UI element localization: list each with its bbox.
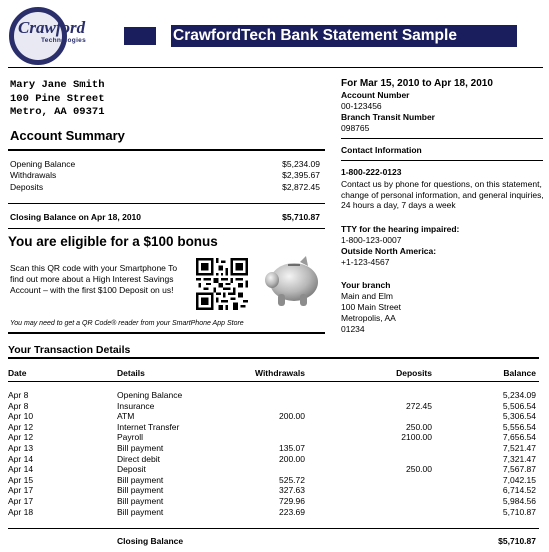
cell-details: Deposit — [117, 464, 146, 475]
contact-divider — [341, 138, 543, 139]
cell-details: Opening Balance — [117, 390, 183, 400]
cell-deposits: 272.45 — [406, 400, 432, 411]
piggy-bank-icon — [262, 254, 324, 310]
cell-date: Apr 8 — [8, 400, 29, 411]
outside-phone: +1-123-4567 — [341, 257, 390, 267]
closing-value: $5,710.87 — [282, 212, 320, 222]
table-row — [0, 390, 549, 401]
header-balance: Balance — [503, 368, 536, 378]
closing-label: Closing Balance — [117, 536, 184, 546]
table-row — [0, 443, 549, 454]
branch-label: Your branch — [341, 280, 391, 290]
table-row — [0, 507, 549, 518]
cell-date: Apr 8 — [8, 390, 29, 400]
cell-details: Bill payment — [117, 496, 164, 506]
table-row — [0, 454, 549, 465]
cell-withdrawals: 200.00 — [279, 453, 305, 464]
summary-row — [10, 170, 320, 181]
closing-label: Closing Balance on Apr 18, 2010 — [10, 212, 142, 222]
customer-city: Metro, AA 09371 — [10, 106, 105, 118]
cell-withdrawals: 223.69 — [279, 506, 305, 517]
table-row — [0, 464, 549, 475]
summary-divider — [8, 203, 325, 204]
cell-balance: 7,567.87 — [502, 464, 536, 475]
table-row — [0, 411, 549, 422]
account-summary-title: Account Summary — [10, 128, 125, 143]
summary-divider — [8, 228, 325, 229]
cell-date: Apr 14 — [8, 453, 34, 464]
qr-reader-note: You may need to get a QR Code® reader from your SmartPhone App Store — [10, 320, 244, 327]
summary-row — [10, 159, 320, 170]
cell-withdrawals: 327.63 — [279, 485, 305, 496]
summary-divider — [8, 149, 325, 151]
summary-row — [10, 182, 320, 193]
header-deposits: Deposits — [396, 368, 432, 378]
cell-date: Apr 17 — [8, 485, 34, 496]
logo-wordmark: Crawford — [18, 18, 86, 37]
summary-label: Deposits — [10, 182, 44, 192]
qr-code-icon — [196, 258, 248, 310]
branch-line: Main and Elm — [341, 291, 393, 301]
cell-balance: 5,306.54 — [502, 411, 536, 422]
table-row — [0, 401, 549, 412]
table-row — [0, 485, 549, 496]
header-details: Details — [117, 368, 145, 378]
cell-details: Bill payment — [117, 506, 164, 517]
title-accent-block — [124, 27, 156, 45]
cell-date: Apr 13 — [8, 443, 34, 453]
cell-date: Apr 14 — [8, 464, 34, 475]
contact-title: Contact Information — [341, 145, 422, 155]
table-row — [0, 432, 549, 443]
account-number: 00-123456 — [341, 101, 382, 111]
cell-withdrawals: 200.00 — [279, 411, 305, 422]
branch-line: Metropolis, AA — [341, 313, 396, 323]
summary-label: Withdrawals — [10, 170, 57, 180]
cell-details: Direct debit — [117, 453, 160, 464]
cell-balance: 7,521.47 — [502, 443, 536, 453]
header-divider — [8, 67, 543, 68]
cell-balance: 5,710.87 — [502, 506, 536, 517]
cell-deposits: 250.00 — [406, 464, 432, 475]
table-row — [0, 496, 549, 507]
transactions-title: Your Transaction Details — [8, 344, 131, 356]
branch-line: 100 Main Street — [341, 302, 402, 312]
bonus-text: Scan this QR code with your Smartphone To find out more about a High Interest Savings Account – with the first $100 Deposit on us! — [10, 263, 178, 295]
outside-label: Outside North America: — [341, 246, 437, 256]
cell-details: Bill payment — [117, 485, 164, 496]
tty-phone: 1-800-123-0007 — [341, 235, 402, 245]
cell-date: Apr 12 — [8, 432, 34, 443]
table-row — [0, 422, 549, 433]
bonus-title: You are eligible for a $100 bonus — [8, 234, 218, 249]
statement-period: For Mar 15, 2010 to Apr 18, 2010 — [341, 78, 493, 89]
cell-details: Insurance — [117, 400, 155, 411]
closing-value: $5,710.87 — [498, 536, 536, 546]
summary-value: $2,872.45 — [282, 182, 320, 192]
cell-balance: 5,506.54 — [502, 400, 536, 411]
account-number-label: Account Number — [341, 90, 410, 100]
table-row — [0, 475, 549, 486]
cell-balance: 5,556.54 — [502, 421, 536, 432]
cell-details: Payroll — [117, 432, 143, 443]
cell-balance: 5,984.56 — [502, 496, 536, 506]
section-divider — [8, 332, 325, 334]
branch-line: 01234 — [341, 324, 365, 334]
cell-withdrawals: 525.72 — [279, 474, 305, 485]
transit-number-label: Branch Transit Number — [341, 112, 435, 122]
cell-balance: 7,656.54 — [502, 432, 536, 443]
cell-date: Apr 18 — [8, 506, 34, 517]
cell-balance: 7,321.47 — [502, 453, 536, 464]
cell-date: Apr 17 — [8, 496, 34, 506]
customer-address — [10, 79, 105, 120]
transactions-divider — [8, 381, 539, 382]
cell-balance: 6,714.52 — [502, 485, 536, 496]
summary-value: $5,234.09 — [282, 159, 320, 169]
cell-date: Apr 15 — [8, 474, 34, 485]
cell-details: Internet Transfer — [117, 421, 180, 432]
header-date: Date — [8, 368, 27, 378]
cell-details: ATM — [117, 411, 135, 422]
contact-text: Contact us by phone for questions, on this statement, change of personal information, and general inquiries, 24 hours a day, 7 days a week — [341, 179, 544, 210]
tty-label: TTY for the hearing impaired: — [341, 224, 460, 234]
cell-date: Apr 12 — [8, 421, 34, 432]
cell-deposits: 2100.00 — [401, 432, 432, 443]
logo-subtitle: Technologies — [41, 37, 87, 44]
page-title: CrawfordTech Bank Statement Sample — [171, 25, 517, 47]
customer-street: 100 Pine Street — [10, 92, 105, 105]
contact-divider — [341, 160, 543, 161]
cell-balance: 5,234.09 — [502, 390, 536, 400]
cell-balance: 7,042.15 — [502, 474, 536, 485]
header-withdrawals: Withdrawals — [255, 368, 305, 378]
summary-label: Opening Balance — [10, 159, 76, 169]
summary-value: $2,395.67 — [282, 170, 320, 180]
transit-number: 098765 — [341, 123, 370, 133]
cell-deposits: 250.00 — [406, 421, 432, 432]
cell-date: Apr 10 — [8, 411, 34, 422]
cell-details: Bill payment — [117, 474, 164, 485]
customer-name: Mary Jane Smith — [10, 79, 105, 91]
cell-details: Bill payment — [117, 443, 164, 453]
transactions-divider — [8, 357, 539, 359]
cell-withdrawals: 729.96 — [279, 496, 305, 506]
contact-phone: 1-800-222-0123 — [341, 167, 402, 177]
transactions-divider — [8, 528, 539, 529]
cell-withdrawals: 135.07 — [279, 443, 305, 453]
